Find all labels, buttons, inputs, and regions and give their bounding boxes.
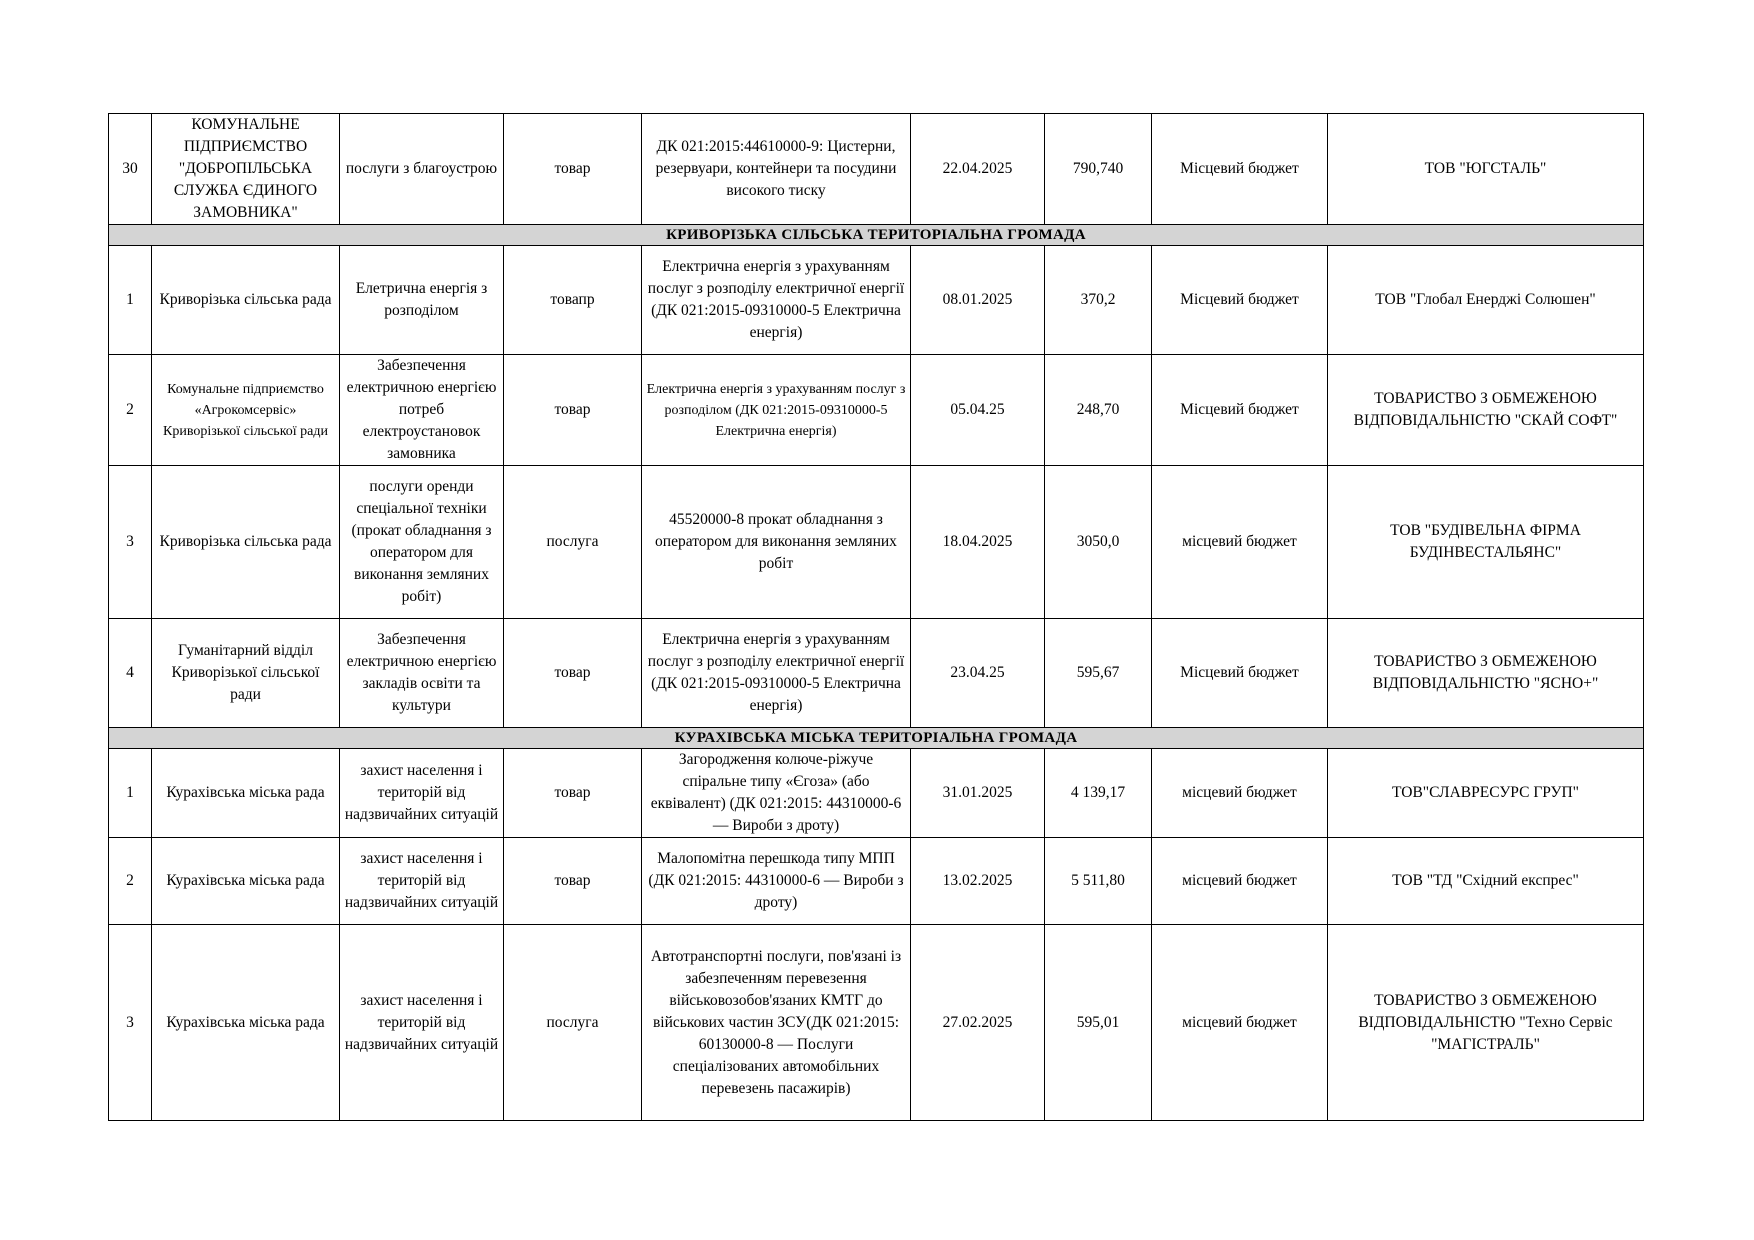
contract-amount-cell: 790,740: [1045, 114, 1152, 225]
funding-source-cell: Місцевий бюджет: [1152, 246, 1328, 355]
table-row: [109, 355, 1644, 466]
procurement-subject-cell: Електрична енергія з урахуванням послуг з розподілом (ДК 021:2015-09310000-5 Електрична енергія): [642, 355, 911, 466]
contract-amount-cell: 595,67: [1045, 619, 1152, 728]
contract-date-cell: 31.01.2025: [911, 749, 1045, 838]
contract-amount-cell: 370,2: [1045, 246, 1152, 355]
purchase-purpose-cell: Елетрична енергія з розподілом: [340, 246, 504, 355]
purchase-type-cell: товар: [504, 619, 642, 728]
supplier-name-cell: ТОВ "ЮГСТАЛЬ": [1328, 114, 1644, 225]
procurement-subject-cell: 45520000-8 прокат обладнання з оператором для виконання земляних робіт: [642, 466, 911, 619]
row-number-cell: 4: [109, 619, 152, 728]
supplier-name-cell: ТОВАРИСТВО З ОБМЕЖЕНОЮ ВІДПОВІДАЛЬНІСТЮ "ЯСНО+": [1328, 619, 1644, 728]
funding-source-cell: місцевий бюджет: [1152, 749, 1328, 838]
procurement-subject-cell: ДК 021:2015:44610000-9: Цистерни, резервуари, контейнери та посудини високого тиску: [642, 114, 911, 225]
funding-source-cell: Місцевий бюджет: [1152, 619, 1328, 728]
procurement-subject-cell: Загородження колюче-ріжуче спіральне типу «Єгоза» (або еквівалент) (ДК 021:2015: 44310000-6 — Вироби з дроту): [642, 749, 911, 838]
table-row: [109, 925, 1644, 1121]
customer-name-cell: Криворізька сільська рада: [152, 246, 340, 355]
procurement-subject-cell: Автотранспортні послуги, пов'язані із забезпеченням перевезення військовозобов'язаних КМТГ до військових частин ЗСУ(ДК 021:2015: 60130000-8 — Послуги спеціалізованих автомобільних перевезень пасажирів): [642, 925, 911, 1121]
purchase-purpose-cell: захист населення і територій від надзвичайних ситуацій: [340, 749, 504, 838]
customer-name-cell: Курахівська міська рада: [152, 925, 340, 1121]
funding-source-cell: Місцевий бюджет: [1152, 355, 1328, 466]
supplier-name-cell: ТОВ"СЛАВРЕСУРС ГРУП": [1328, 749, 1644, 838]
customer-name-cell: Курахівська міська рада: [152, 838, 340, 925]
section-title: КРИВОРІЗЬКА СІЛЬСЬКА ТЕРИТОРІАЛЬНА ГРОМАДА: [109, 225, 1644, 246]
supplier-name-cell: ТОВ "ТД "Східний експрес": [1328, 838, 1644, 925]
contract-amount-cell: 4 139,17: [1045, 749, 1152, 838]
purchase-purpose-cell: послуги оренди спеціальної техніки (прокат обладнання з оператором для виконання земляних робіт): [340, 466, 504, 619]
contract-date-cell: 22.04.2025: [911, 114, 1045, 225]
contract-date-cell: 23.04.25: [911, 619, 1045, 728]
funding-source-cell: місцевий бюджет: [1152, 925, 1328, 1121]
row-number-cell: 3: [109, 466, 152, 619]
table-row: [109, 114, 1644, 225]
table-row: [109, 838, 1644, 925]
contract-date-cell: 27.02.2025: [911, 925, 1045, 1121]
contract-date-cell: 08.01.2025: [911, 246, 1045, 355]
table-row: [109, 749, 1644, 838]
purchase-type-cell: товар: [504, 114, 642, 225]
row-number-cell: 30: [109, 114, 152, 225]
procurement-subject-cell: Малопомітна перешкода типу МПП (ДК 021:2015: 44310000-6 — Вироби з дроту): [642, 838, 911, 925]
purchase-type-cell: товар: [504, 838, 642, 925]
customer-name-cell: Криворізька сільська рада: [152, 466, 340, 619]
row-number-cell: 1: [109, 749, 152, 838]
purchase-purpose-cell: Забезпечення електричною енергією закладів освіти та культури: [340, 619, 504, 728]
contract-amount-cell: 3050,0: [1045, 466, 1152, 619]
table-body: [109, 114, 1644, 1121]
table-row: [109, 246, 1644, 355]
supplier-name-cell: ТОВАРИСТВО З ОБМЕЖЕНОЮ ВІДПОВІДАЛЬНІСТЮ "СКАЙ СОФТ": [1328, 355, 1644, 466]
table-row: [109, 466, 1644, 619]
contract-amount-cell: 248,70: [1045, 355, 1152, 466]
purchase-purpose-cell: захист населення і територій від надзвичайних ситуацій: [340, 838, 504, 925]
customer-name-cell: Гуманітарний відділ Криворізької сільської ради: [152, 619, 340, 728]
supplier-name-cell: ТОВ "БУДІВЕЛЬНА ФІРМА БУДІНВЕСТАЛЬЯНС": [1328, 466, 1644, 619]
purchase-type-cell: послуга: [504, 925, 642, 1121]
contract-date-cell: 18.04.2025: [911, 466, 1045, 619]
procurement-table: [108, 113, 1644, 1121]
supplier-name-cell: ТОВ "Глобал Енерджі Солюшен": [1328, 246, 1644, 355]
row-number-cell: 2: [109, 838, 152, 925]
funding-source-cell: місцевий бюджет: [1152, 838, 1328, 925]
contract-date-cell: 13.02.2025: [911, 838, 1045, 925]
contract-amount-cell: 595,01: [1045, 925, 1152, 1121]
row-number-cell: 3: [109, 925, 152, 1121]
procurement-subject-cell: Електрична енергія з урахуванням послуг з розподілу електричної енергії (ДК 021:2015-09310000-5 Електрична енергія): [642, 246, 911, 355]
section-header-row: [109, 728, 1644, 749]
table-row: [109, 619, 1644, 728]
funding-source-cell: Місцевий бюджет: [1152, 114, 1328, 225]
customer-name-cell: Комунальне підприємство «Агрокомсервіс» Криворізької сільської ради: [152, 355, 340, 466]
purchase-type-cell: послуга: [504, 466, 642, 619]
contract-date-cell: 05.04.25: [911, 355, 1045, 466]
supplier-name-cell: ТОВАРИСТВО З ОБМЕЖЕНОЮ ВІДПОВІДАЛЬНІСТЮ "Техно Сервіс "МАГІСТРАЛЬ": [1328, 925, 1644, 1121]
row-number-cell: 2: [109, 355, 152, 466]
purchase-type-cell: товапр: [504, 246, 642, 355]
purchase-purpose-cell: послуги з благоустрою: [340, 114, 504, 225]
procurement-subject-cell: Електрична енергія з урахуванням послуг з розподілу електричної енергії (ДК 021:2015-09310000-5 Електрична енергія): [642, 619, 911, 728]
row-number-cell: 1: [109, 246, 152, 355]
purchase-type-cell: товар: [504, 355, 642, 466]
customer-name-cell: Курахівська міська рада: [152, 749, 340, 838]
purchase-type-cell: товар: [504, 749, 642, 838]
customer-name-cell: КОМУНАЛЬНЕ ПІДПРИЄМСТВО "ДОБРОПІЛЬСЬКА СЛУЖБА ЄДИНОГО ЗАМОВНИКА": [152, 114, 340, 225]
funding-source-cell: місцевий бюджет: [1152, 466, 1328, 619]
purchase-purpose-cell: Забезпечення електричною енергією потреб електроустановок замовника: [340, 355, 504, 466]
purchase-purpose-cell: захист населення і територій від надзвичайних ситуацій: [340, 925, 504, 1121]
contract-amount-cell: 5 511,80: [1045, 838, 1152, 925]
section-title: КУРАХІВСЬКА МІСЬКА ТЕРИТОРІАЛЬНА ГРОМАДА: [109, 728, 1644, 749]
section-header-row: [109, 225, 1644, 246]
